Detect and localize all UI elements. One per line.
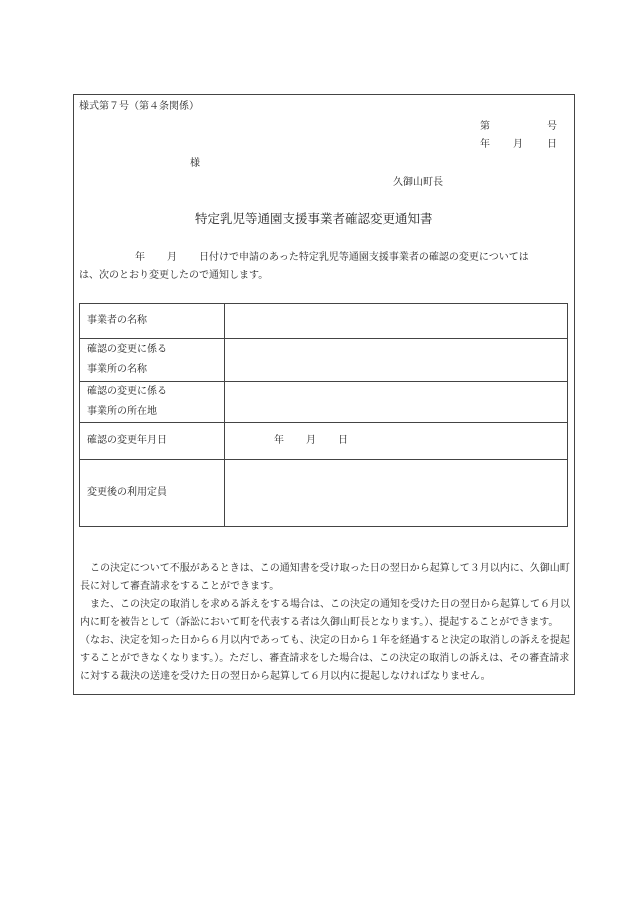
row-value-field[interactable] — [225, 339, 568, 382]
date-month: 月 — [513, 139, 523, 150]
table-row — [80, 382, 568, 423]
date-day: 日 — [547, 139, 557, 150]
note-paragraph: また、この決定の取消しを求める訴えをする場合は、この決定の通知を受けた日の翌日から起算して６月以内に町を被告として（訴訟において町を代表する者は久御山町長となります。）、提起することができます。（なお、決定を知った日から６月以内であっても、決定の日から１年を経過すると決定の取消しの訴えを提起することができなくなります。）。ただし、審査請求をした場合は、この決定の取消しの訴えは、その審査請求に対する裁決の送達を受けた日の翌日から起算して６月以内に提起しなければなりません。 — [80, 599, 570, 682]
appeal-notes — [80, 560, 570, 686]
row-value-field[interactable] — [225, 382, 568, 423]
table-row — [80, 304, 568, 339]
table-row — [80, 423, 568, 460]
change-date-day: 日 — [338, 435, 348, 446]
change-date-field[interactable] — [225, 423, 568, 460]
change-date-month: 月 — [306, 435, 316, 446]
form-label: 様式第７号（第４条関係） — [79, 101, 199, 112]
row-label: 確認の変更に係る 事業所の名称 — [80, 339, 225, 382]
intro-line-1 — [79, 249, 574, 267]
row-value-field[interactable] — [225, 304, 568, 339]
addressee-suffix: 様 — [190, 158, 200, 169]
intro-line-2: は、次のとおり変更したので通知します。 — [79, 270, 269, 281]
intro-text: 日付けで申請のあった特定乳児等通園支援事業者の確認の変更については — [199, 252, 529, 263]
note-paragraph: この決定について不服があるときは、この通知書を受け取った日の翌日から起算して３月以内に、久御山町長に対して審査請求をすることができます。 — [80, 563, 570, 592]
intro-year: 年 — [135, 252, 145, 263]
row-value-field[interactable] — [225, 460, 568, 527]
document-title: 特定乳児等通園支援事業者確認変更通知書 — [195, 211, 433, 226]
row-label: 事業者の名称 — [80, 304, 225, 339]
date-year: 年 — [480, 139, 490, 150]
table-row — [80, 460, 568, 527]
number-suffix: 号 — [547, 121, 557, 132]
row-label: 確認の変更に係る 事業所の所在地 — [80, 382, 225, 423]
change-date-year: 年 — [274, 435, 284, 446]
intro-month: 月 — [167, 252, 177, 263]
row-label: 確認の変更年月日 — [80, 423, 225, 460]
table-row — [80, 339, 568, 382]
issuer: 久御山町長 — [393, 177, 443, 188]
row-label: 変更後の利用定員 — [80, 460, 225, 527]
number-prefix: 第 — [480, 121, 490, 132]
info-table — [79, 303, 568, 527]
intro-paragraph — [79, 249, 574, 285]
